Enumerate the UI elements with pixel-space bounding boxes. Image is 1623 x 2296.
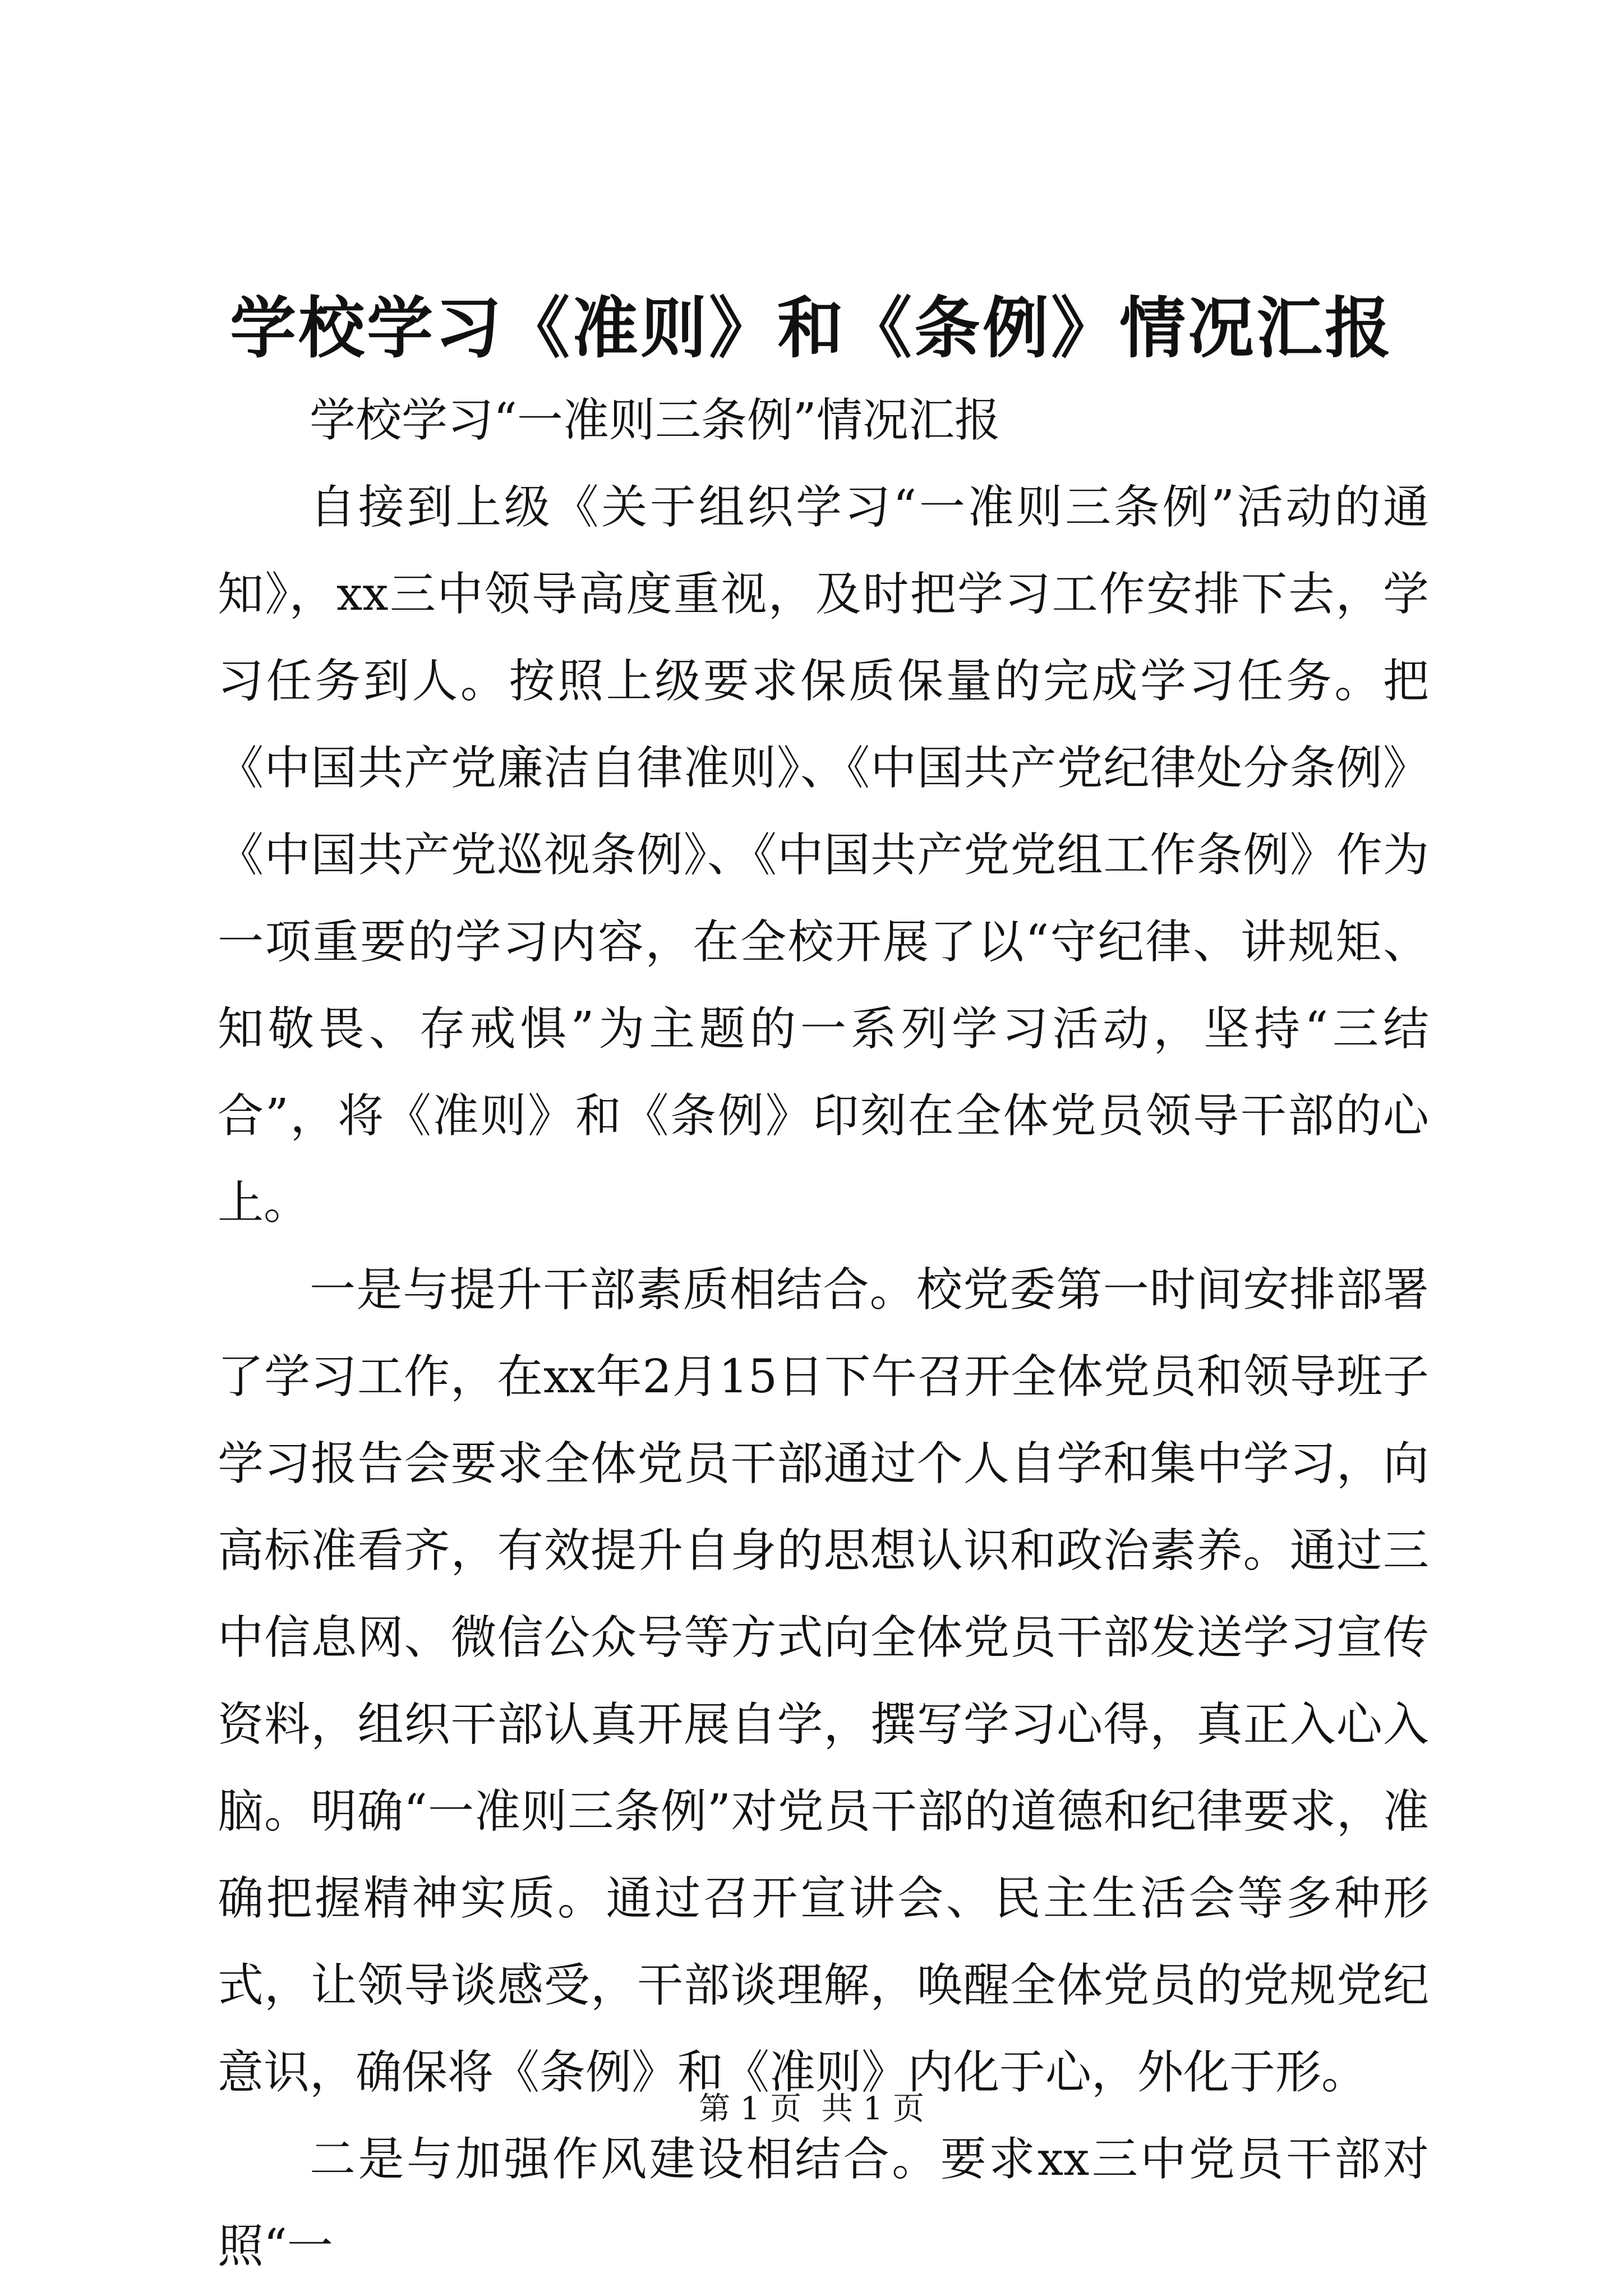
paragraph-work-style: 二是与加强作风建设相结合。要求xx三中党员干部对照“一 (218, 2133, 1429, 2273)
paragraph-cadre-quality: 一是与提升干部素质相结合。校党委第一时间安排部署了学习工作，在xx年2月15日下午召开全体党员和领导班子学习报告会要求全体党员干部通过个人自学和集中学习，向高标准看齐，有效提升自身的思想认识和政治素养。通过三中信息网、微信公众号等方式向全体党员干部发送学习宣传资料，组织干部认真开展自学，撰写学习心得，真正入心入脑。明确“一准则三条例”对党员干部的道德和纪律要求，准确把握精神实质。通过召开宣讲会、民主生活会等多种形式，让领导谈感受，干部谈理解，唤醒全体党员的党规党纪意识，确保将《条例》和《准则》内化于心，外化于形。 (218, 1263, 1429, 2099)
page-footer (0, 2087, 1623, 2132)
page-number: 第 1 页 共 1 页 (698, 2091, 925, 2127)
document-subtitle: 学校学习“一准则三条例”情况汇报 (310, 394, 1000, 447)
paragraph-intro: 自接到上级《关于组织学习“一准则三条例”活动的通知》，xx三中领导高度重视，及时把学习工作安排下去，学习任务到人。按照上级要求保质保量的完成学习任务。把《中国共产党廉洁自律准则》、《中国共产党纪律处分条例》《中国共产党巡视条例》、《中国共产党党组工作条例》作为一项重要的学习内容，在全校开展了以“守纪律、讲规矩、知敬畏、存戒惧”为主题的一系列学习活动，坚持“三结合”，将《准则》和《条例》印刻在全体党员领导干部的心上。 (218, 481, 1429, 1230)
document-title: 学校学习《准则》和《条例》情况汇报 (229, 289, 1393, 367)
document-body (218, 377, 1429, 2290)
